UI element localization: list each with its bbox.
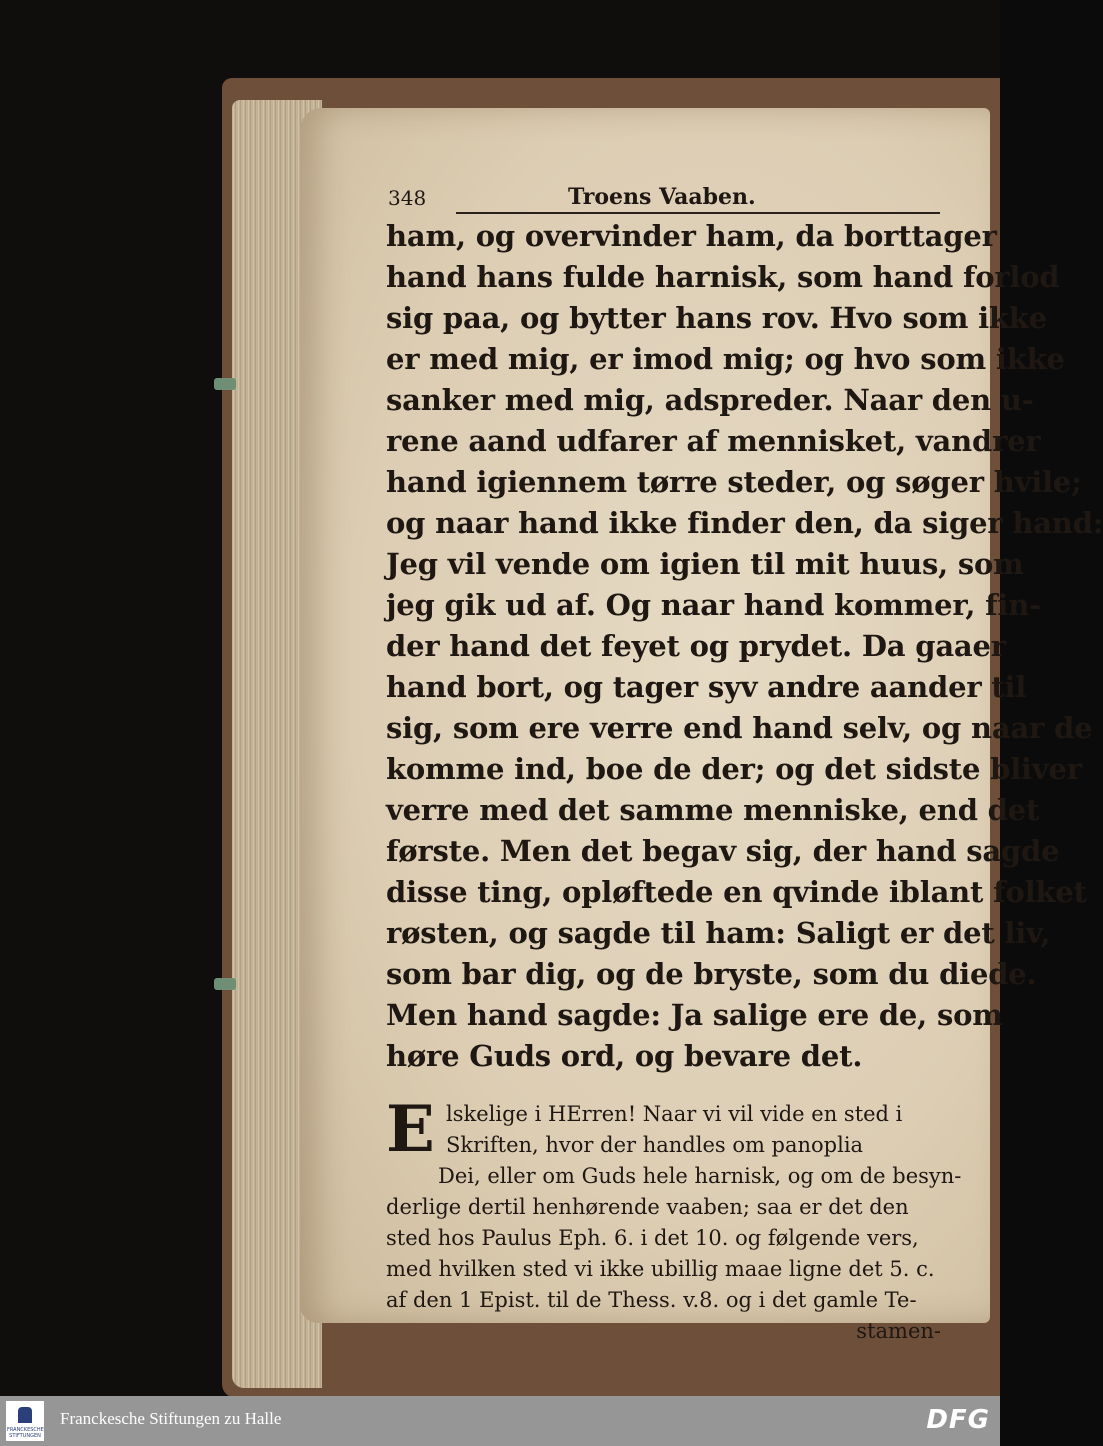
text-line: sig, som ere verre end hand selv, og naar de bbox=[386, 711, 1093, 745]
page-number: 348 bbox=[388, 186, 427, 210]
drop-capital: E bbox=[386, 1092, 435, 1167]
building-icon bbox=[18, 1407, 32, 1423]
text-line: sig paa, og bytter hans rov. Hvo som ikke bbox=[386, 301, 1047, 335]
text-line: ham, og overvinder ham, da borttager bbox=[386, 219, 997, 253]
catchword: stamen- bbox=[856, 1319, 941, 1343]
running-head: Troens Vaaben. bbox=[568, 184, 756, 210]
scripture-passage bbox=[386, 216, 1103, 1077]
text-line: Men hand sagde: Ja salige ere de, som bbox=[386, 998, 1003, 1032]
commentary bbox=[386, 1092, 962, 1347]
commentary-line: af den 1 Epist. til de Thess. v.8. og i det gamle Te- bbox=[386, 1288, 917, 1312]
text-line: som bar dig, og de bryste, som du diede. bbox=[386, 957, 1037, 991]
commentary-line: sted hos Paulus Eph. 6. i det 10. og følgende vers, bbox=[386, 1226, 919, 1250]
bookmark-tab-icon bbox=[214, 978, 236, 990]
text-line: og naar hand ikke finder den, da siger hand: bbox=[386, 506, 1103, 540]
text-line: hand igiennem tørre steder, og søger hvile; bbox=[386, 465, 1082, 499]
commentary-line: med hvilken sted vi ikke ubillig maae ligne det 5. c. bbox=[386, 1257, 935, 1281]
text-line: sanker med mig, adspreder. Naar den u- bbox=[386, 383, 1034, 417]
text-line: røsten, og sagde til ham: Saligt er det liv, bbox=[386, 916, 1051, 950]
text-line: hand hans fulde harnisk, som hand forlod bbox=[386, 260, 1060, 294]
dfg-logo[interactable]: DFG bbox=[926, 1405, 990, 1435]
logo-caption: FRANCKESCHE STIFTUNGEN bbox=[7, 1427, 44, 1439]
commentary-line: lskelige i HErren! Naar vi vil vide en sted i bbox=[446, 1102, 903, 1126]
commentary-line: Skriften, hvor der handles om panoplia bbox=[446, 1133, 864, 1157]
text-line: er med mig, er imod mig; og hvo som ikke bbox=[386, 342, 1065, 376]
commentary-line: derlige dertil henhørende vaaben; saa er det den bbox=[386, 1195, 909, 1219]
franckesche-logo-icon[interactable] bbox=[6, 1401, 44, 1441]
text-line: der hand det feyet og prydet. Da gaaer bbox=[386, 629, 1006, 663]
text-line: hand bort, og tager syv andre aander til bbox=[386, 670, 1027, 704]
bookmark-tab-icon bbox=[214, 378, 236, 390]
page-header bbox=[386, 182, 941, 216]
text-line: disse ting, opløftede en qvinde iblant folket bbox=[386, 875, 1087, 909]
text-line: jeg gik ud af. Og naar hand kommer, fin- bbox=[386, 588, 1041, 622]
text-line: komme ind, boe de der; og det sidste bliver bbox=[386, 752, 1082, 786]
text-line: verre med det samme menniske, end det bbox=[386, 793, 1040, 827]
text-line: Jeg vil vende om igien til mit huus, som bbox=[386, 547, 1024, 581]
page-text bbox=[386, 182, 1103, 1347]
text-line: rene aand udfarer af mennisket, vandrer bbox=[386, 424, 1041, 458]
viewer-footer bbox=[0, 1396, 1000, 1446]
header-rule bbox=[456, 212, 940, 214]
institution-name: Franckesche Stiftungen zu Halle bbox=[60, 1409, 282, 1428]
commentary-line: Dei, eller om Guds hele harnisk, og om de besyn- bbox=[438, 1164, 962, 1188]
text-line: høre Guds ord, og bevare det. bbox=[386, 1039, 863, 1073]
text-line: første. Men det begav sig, der hand sagde bbox=[386, 834, 1060, 868]
